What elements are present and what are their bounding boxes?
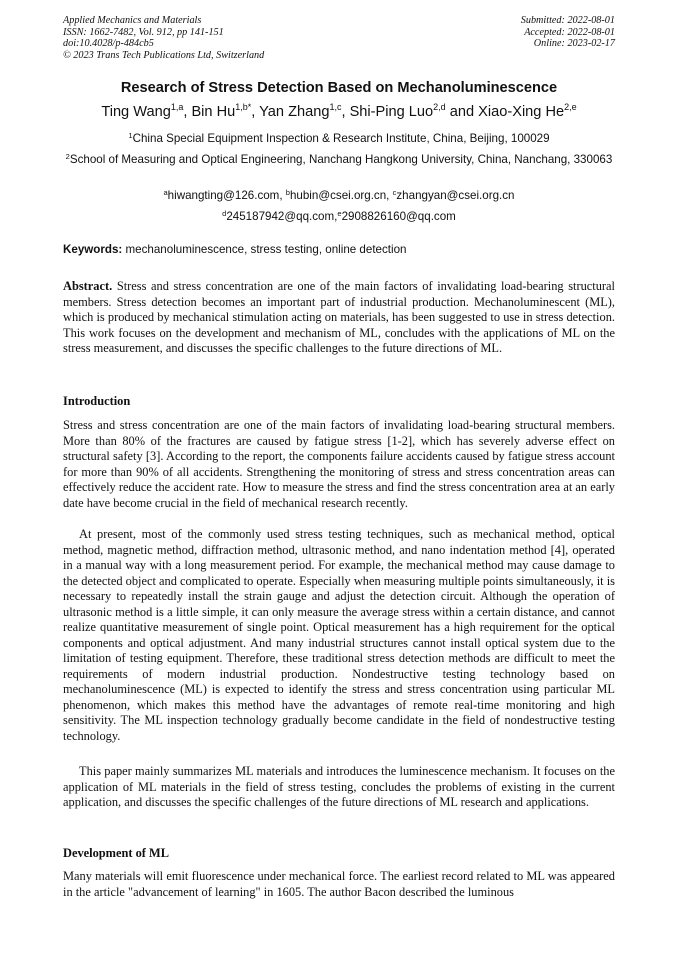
author-name: Yan Zhang bbox=[259, 104, 330, 120]
author-and: and bbox=[445, 104, 479, 120]
author-name: Ting Wang bbox=[101, 104, 171, 120]
accepted-date: Accepted: 2022-08-01 bbox=[524, 26, 615, 38]
author-separator: , bbox=[341, 104, 350, 120]
paragraph: This paper mainly summarizes ML materials and introduces the luminescence mechanism. It focuses on the application of ML materials in the field of stress testing, concludes the problems of existing in the current application, and discusses the specific challenges of the future directions of ML research and applications. bbox=[63, 764, 615, 809]
author-separator: , bbox=[251, 104, 260, 120]
author-separator: , bbox=[183, 104, 192, 120]
author-affiliation-mark: 1,a bbox=[170, 102, 184, 112]
online-date: Online: 2023-02-17 bbox=[533, 38, 615, 50]
affiliation-1: $^1$China Special Equipment Inspection & Research Institute, China, Beijing, 100029 bbox=[128, 131, 550, 145]
keywords-label: Keywords: bbox=[63, 243, 123, 256]
affiliation-2: $^2$School of Measuring and Optical Engineering, Nanchang Hangkong University, China, Nanchang, 330063 bbox=[65, 152, 613, 166]
email-line-2: $^d$245187942@qq.com,$^e$2908826160@qq.com bbox=[222, 209, 456, 223]
keywords bbox=[63, 243, 407, 256]
email-link[interactable]: hubin@csei.org.cn bbox=[289, 189, 387, 202]
journal-doi: doi:10.4028/p-484cb5 bbox=[63, 38, 154, 50]
abstract bbox=[63, 279, 615, 357]
email-line-1: $^a$hiwangting@126.com, $^b$hubin@csei.org.cn, $^c$zhangyan@csei.org.cn bbox=[163, 188, 515, 202]
journal-copyright: © 2023 Trans Tech Publications Ltd, Switzerland bbox=[63, 49, 265, 61]
dates-block bbox=[521, 15, 615, 50]
author-name: Shi-Ping Luo bbox=[349, 104, 434, 120]
email-link[interactable]: zhangyan@csei.org.cn bbox=[396, 189, 515, 202]
email-link[interactable]: 245187942@qq.com bbox=[226, 210, 335, 223]
email-link[interactable]: hiwangting@126.com bbox=[167, 189, 280, 202]
paper-title: Research of Stress Detection Based on Mechanoluminescence bbox=[120, 80, 558, 96]
section-heading-development: Development of ML bbox=[63, 846, 169, 860]
paragraph: Many materials will emit fluorescence under mechanical force. The earliest record related to ML was appeared in the article "advancement of learning" in 1605. The author Bacon described the luminous bbox=[63, 869, 615, 899]
section-heading-introduction: Introduction bbox=[63, 394, 131, 408]
author-name: Bin Hu bbox=[191, 104, 236, 120]
author-affiliation-mark: 2,e bbox=[564, 102, 577, 112]
journal-issn: ISSN: 1662-7482, Vol. 912, pp 141-151 bbox=[63, 26, 224, 38]
keywords-text: mechanoluminescence, stress testing, online detection bbox=[122, 243, 407, 256]
author-list bbox=[0, 104, 678, 120]
email-link[interactable]: 2908826160@qq.com bbox=[341, 210, 456, 223]
author-affiliation-mark: 2,d bbox=[433, 102, 446, 112]
author-affiliation-mark: 1,b* bbox=[235, 102, 252, 112]
submitted-date: Submitted: 2022-08-01 bbox=[520, 15, 615, 26]
author-name: Xiao-Xing He bbox=[478, 104, 565, 120]
author-affiliation-mark: 1,c bbox=[329, 102, 342, 112]
paragraph: At present, most of the commonly used stress testing techniques, such as mechanical method, optical method, magnetic method, diffraction method, ultrasonic method, and nano indentation method [4], operated in a manual way with a long measurement period. For example, the mechanical method may cause damage to the detected object and complicated to operate. Especially when measuring multiple points simultaneously, it is necessary to repeatedly install the strain gauge and adjust the detection circuit. Although the operation of ultrasonic method is a little simple, it can only measure the average stress within a certain distance, and cannot realize quantitative measurement of single point. Optical measurement has a high requirement for the optical components and optical adjustment. And many industrial structures cannot install optical system due to the limitation of testing equipment. Therefore, these traditional stress detection methods are difficult to meet the requirements of modern industrial production. Nondestructive testing technology based on mechanoluminescence (ML) is expected to identify the stress and stress concentration using particular ML phenomenon, which makes this method have the advantages of remote real-time monitoring and high sensitivity. The ML inspection technology gradually become candidate in the field of nondestructive testing technology. bbox=[63, 527, 615, 743]
journal-name: Applied Mechanics and Materials bbox=[63, 15, 202, 26]
abstract-text: Stress and stress concentration are one of the main factors of invalidating load-bearing structural members. Stress detection becomes an important part of industrial production. Mechanoluminescent (ML), which is produced by mechanical stimulation acting on materials, has been suggested to use in stress detection. This work focuses on the development and mechanism of ML, concludes with the applications of ML on the stress measurement, and discusses the specific challenges to the future directions of ML. bbox=[63, 279, 615, 355]
abstract-label: Abstract. bbox=[63, 279, 113, 293]
journal-info-block bbox=[63, 15, 264, 61]
paragraph: Stress and stress concentration are one of the main factors of invalidating load-bearing structural members. More than 80% of the fractures are caused by fatigue stress [1-2], which has severely adverse effect on structural safety [3]. According to the report, the components failure accidents caused by fatigue stress account for more than 90% of all accidents. Strengthening the monitoring of stress and stress concentration areas can effectively reduce the accident rate. How to measure the stress and find the stress concentration area at an early date have become crucial in the field of mechanical research recently. bbox=[63, 418, 615, 510]
